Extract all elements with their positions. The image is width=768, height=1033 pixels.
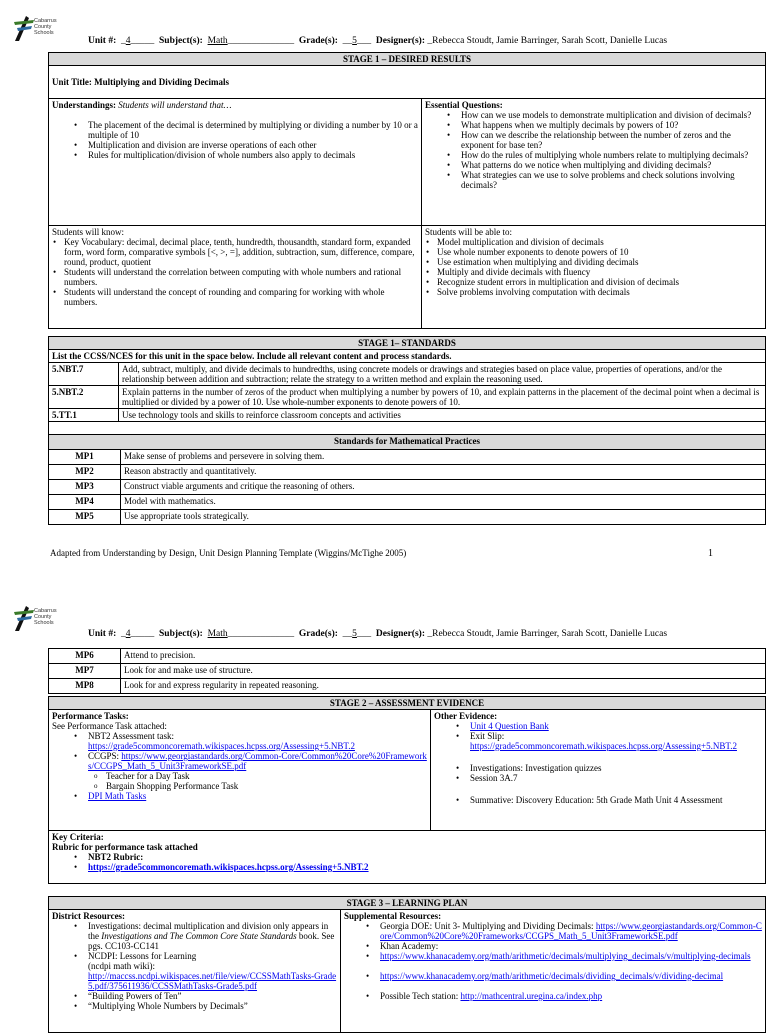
- district-logo: [12, 14, 72, 44]
- list-item: • What strategies can we use to solve problems and check solutions involving decimals?: [425, 170, 762, 190]
- able-list: [425, 237, 762, 297]
- list-item: • Model multiplication and division of decimals: [425, 237, 762, 247]
- logo-text-1: Cabarrus: [34, 18, 57, 24]
- stage1-title: STAGE 1 – DESIRED RESULTS: [49, 53, 766, 66]
- list-item: [52, 751, 427, 771]
- list-item: • How do the rules of multiplying whole numbers relate to multiplying decimals?: [425, 150, 762, 160]
- learning-plan-table: [48, 896, 766, 1033]
- list-item: [434, 763, 762, 773]
- investigations-book: Investigations and The Common Core State Standards: [101, 931, 297, 941]
- list-item: • Students will understand the correlation between computing with whole numbers and rational numbers.: [52, 267, 418, 287]
- grade-value: 5: [352, 629, 357, 639]
- designer-label: Designer(s):: [375, 629, 425, 639]
- key-criteria-label: Key Criteria:: [52, 832, 104, 842]
- unit-header: Unit #: _4_____ Subject(s): Math______________ Grade(s): __5___ Designer(s): _Rebecca Stoudt, Jamie Barringer, Sarah Scott, Danielle Lucas: [88, 36, 668, 46]
- subject-label: Subject(s):: [159, 36, 203, 46]
- essential-questions-label: Essential Questions:: [425, 100, 503, 110]
- list-item: [434, 731, 762, 751]
- assessment-table: [48, 696, 766, 884]
- nbt2-link[interactable]: https://grade5commoncoremath.wikispaces.hcpss.org/Assessing+5.NBT.2: [88, 741, 355, 751]
- rubric-link[interactable]: https://grade5commoncoremath.wikispaces.hcpss.org/Assessing+5.NBT.2: [88, 862, 369, 872]
- know-list: [52, 237, 418, 307]
- list-item: • “Building Powers of Ten”: [52, 991, 337, 1001]
- mp-code: MP2: [49, 465, 121, 480]
- standard-code: 5.NBT.2: [52, 387, 84, 397]
- mp-text: Look for and express regularity in repeated reasoning.: [121, 679, 766, 694]
- performance-tasks-label: Performance Tasks:: [52, 711, 129, 721]
- list-item: • Students will understand the concept of rounding and comparing for working with whole numbers.: [52, 287, 418, 307]
- performance-list: [52, 731, 427, 771]
- footer-text: Adapted from Understanding by Design, Unit Design Planning Template (Wiggins/McTighe 2005): [50, 548, 407, 558]
- nbt2-task-label: NBT2 Assessment task:: [88, 731, 175, 741]
- logo-text-2: County Schools: [34, 614, 54, 626]
- list-item: [52, 852, 762, 862]
- list-item: [344, 951, 762, 961]
- unit-header: Unit #: _4_____ Subject(s): Math______________ Grade(s): __5___ Designer(s): _Rebecca Stoudt, Jamie Barringer, Sarah Scott, Danielle Lucas: [88, 629, 668, 639]
- list-item: [52, 791, 427, 801]
- list-item: • “Multiplying Whole Numbers by Decimals”: [52, 1001, 337, 1011]
- mp-code: MP7: [49, 664, 121, 679]
- ncdpi-text: NCDPI: Lessons for Learning: [88, 951, 197, 961]
- unit-value: 4: [125, 36, 131, 46]
- mp-code: MP5: [49, 510, 121, 525]
- standard-code: 5.TT.1: [52, 410, 77, 420]
- list-item: • What patterns do we notice when multiplying and dividing decimals?: [425, 160, 762, 170]
- designer-label: Designer(s):: [375, 36, 425, 46]
- mp-code: MP6: [49, 649, 121, 664]
- list-item: • Recognize student errors in multiplication and division of decimals: [425, 277, 762, 287]
- standard-text: Use technology tools and skills to reinforce classroom concepts and activities: [119, 409, 766, 422]
- stage3-title: STAGE 3 – LEARNING PLAN: [49, 897, 766, 910]
- list-item: • What happens when we multiply decimals by powers of 10?: [425, 120, 762, 130]
- other-evidence-list: [434, 721, 762, 805]
- math-practices-table-cont: [48, 648, 766, 694]
- standards-instruction: List the CCSS/NCES for this unit in the space below. Include all relevant content and process standards.: [52, 351, 452, 361]
- mp-title: Standards for Mathematical Practices: [49, 435, 766, 450]
- list-item: [52, 862, 762, 872]
- list-item: [344, 971, 762, 981]
- able-label: Students will be able to:: [425, 227, 512, 237]
- unit-value: 4: [125, 629, 131, 639]
- designer-value: _Rebecca Stoudt, Jamie Barringer, Sarah Scott, Danielle Lucas: [427, 629, 668, 639]
- ncdpi-link[interactable]: http://maccss.ncdpi.wikispaces.net/file/view/CCSSMathTasks-Grade5.pdf/375611936/CCSSMathTasks-Grade5.pdf: [88, 971, 337, 991]
- mp-code: MP3: [49, 480, 121, 495]
- list-item: • Multiplication and division are inverse operations of each other: [52, 140, 418, 150]
- essential-questions-list: [425, 110, 762, 190]
- investigations-text: Investigations: Investigation quizzes: [470, 763, 602, 773]
- list-item: [52, 731, 427, 751]
- logo-text-1: Cabarrus: [34, 608, 57, 614]
- mp-text: Construct viable arguments and critique the reasoning of others.: [121, 480, 766, 495]
- district-logo: [12, 604, 72, 634]
- mp-text: Reason abstractly and quantitatively.: [121, 465, 766, 480]
- georgia-text: Georgia DOE: Unit 3- Multiplying and Dividing Decimals:: [380, 921, 596, 931]
- list-item: [434, 721, 762, 731]
- investigations-text-a: Investigations: decimal multiplication and division only appears in the: [88, 921, 329, 941]
- subject-value: Math: [207, 629, 228, 639]
- mp-text: Attend to precision.: [121, 649, 766, 664]
- tech-text: Possible Tech station:: [380, 991, 461, 1001]
- tech-link[interactable]: http://mathcentral.uregina.ca/index.php: [460, 991, 603, 1001]
- list-item: o Teacher for a Day Task: [52, 771, 427, 781]
- list-item: • Solve problems involving computation with decimals: [425, 287, 762, 297]
- logo-text-2: County Schools: [34, 24, 54, 36]
- subject-label: Subject(s):: [159, 629, 203, 639]
- unit-title: Unit Title: Multiplying and Dividing Decimals: [52, 77, 229, 87]
- list-item: • Summative: Discovery Education: 5th Grade Math Unit 4 Assessment: [434, 795, 762, 805]
- unit-label: Unit #:: [88, 36, 117, 46]
- math-practices-table: [48, 434, 766, 525]
- mp-text: Model with mathematics.: [121, 495, 766, 510]
- standard-text: Add, subtract, multiply, and divide decimals to hundredths, using concrete models or drawings and strategies based on place value, properties of operations, and/or the relationship between addition and subtraction; relate the strategy to a written method and explain the reasoning used.: [119, 363, 766, 386]
- list-item: • Use whole number exponents to denote powers of 10: [425, 247, 762, 257]
- list-item: • Key Vocabulary: decimal, decimal place, tenth, hundredth, thousandth, standard form, expanded form, word form, comparative symbols [<, >, =], addition, subtraction, sum, difference, compare, round, product, quotient: [52, 237, 418, 267]
- khan-link-2[interactable]: https://www.khanacademy.org/math/arithmetic/decimals/dividing_decimals/v/dividing-decimal: [380, 971, 724, 981]
- mp-code: MP4: [49, 495, 121, 510]
- khan-link-1[interactable]: https://www.khanacademy.org/math/arithmetic/decimals/multiplying_decimals/v/multiplying-decimals: [380, 951, 751, 961]
- mp-text: Make sense of problems and persevere in solving them.: [121, 450, 766, 465]
- dpi-list: [52, 791, 427, 801]
- list-item: • Session 3A.7: [434, 773, 762, 783]
- list-item: o Bargain Shopping Performance Task: [52, 781, 427, 791]
- logo-mark-icon: [12, 14, 36, 42]
- question-bank-link[interactable]: Unit 4 Question Bank: [470, 721, 549, 731]
- supplemental-list: [344, 921, 762, 1001]
- nbt2-rubric: NBT2 Rubric:: [88, 852, 144, 862]
- georgia-link[interactable]: https://www.georgiastandards.org/Common-Core/Common%20Core%20Frameworks/CCGPS_Math_5_Unit3FrameworkSE.pdf: [380, 921, 762, 941]
- ccgps-label: CCGPS:: [88, 751, 120, 761]
- investigations-text-c: book. See pgs. CC103-CC141: [88, 931, 335, 951]
- mp-code: MP8: [49, 679, 121, 694]
- page-number: 1: [708, 548, 713, 559]
- rubric-label: Rubric for performance task attached: [52, 842, 198, 852]
- mp-code: MP1: [49, 450, 121, 465]
- designer-value: _Rebecca Stoudt, Jamie Barringer, Sarah Scott, Danielle Lucas: [427, 36, 668, 46]
- list-item: [52, 921, 337, 951]
- subject-value: Math: [207, 36, 228, 46]
- list-item: • Rules for multiplication/division of whole numbers also apply to decimals: [52, 150, 418, 160]
- mp-text: Use appropriate tools strategically.: [121, 510, 766, 525]
- district-resources-list: [52, 921, 337, 1011]
- supplemental-resources-label: Supplemental Resources:: [344, 911, 442, 921]
- unit-label: Unit #:: [88, 629, 117, 639]
- rubric-list: [52, 852, 762, 872]
- standards-title: STAGE 1– STANDARDS: [49, 337, 766, 350]
- stage2-title: STAGE 2 – ASSESSMENT EVIDENCE: [49, 697, 766, 710]
- other-evidence-label: Other Evidence:: [434, 711, 498, 721]
- exit-slip-label: Exit Slip:: [470, 731, 505, 741]
- list-item: • How can we describe the relationship between the number of zeros and the exponent for base ten?: [425, 130, 762, 150]
- ccgps-link[interactable]: https://www.georgiastandards.org/Common-Core/Common%20Core%20Frameworks/CCGPS_Math_5_Unit3FrameworkSE.pdf: [88, 751, 427, 771]
- grade-label: Grade(s):: [298, 629, 338, 639]
- grade-value: 5: [352, 36, 357, 46]
- understandings-list: [52, 120, 418, 160]
- standards-table: [48, 336, 766, 435]
- know-label: Students will know:: [52, 227, 125, 237]
- logo-mark-icon: [12, 604, 36, 632]
- ncdpi-wiki: (ncdpi math wiki):: [88, 961, 155, 971]
- dpi-link[interactable]: DPI Math Tasks: [88, 791, 147, 801]
- mp-text: Look for and make use of structure.: [121, 664, 766, 679]
- understandings-intro: Students will understand that…: [118, 100, 232, 110]
- exit-slip-link[interactable]: https://grade5commoncoremath.wikispaces.hcpss.org/Assessing+5.NBT.2: [470, 741, 737, 751]
- standard-code: 5.NBT.7: [52, 364, 84, 374]
- list-item: [344, 921, 762, 941]
- desired-results-table: [48, 52, 766, 329]
- page-2: [0, 596, 768, 1024]
- performance-intro: See Performance Task attached:: [52, 721, 167, 731]
- list-item: • The placement of the decimal is determined by multiplying or dividing a number by 10 or a multiple of 10: [52, 120, 418, 140]
- list-item: • Use estimation when multiplying and dividing decimals: [425, 257, 762, 267]
- task-sublist: [52, 771, 427, 791]
- list-item: [344, 991, 762, 1001]
- list-item: [52, 951, 337, 991]
- standard-text: Explain patterns in the number of zeros of the product when multiplying a number by powers of 10, and explain patterns in the placement of the decimal point when a decimal is multiplied or divided by a power of 10. Use whole-number exponents to denote powers of 10.: [119, 386, 766, 409]
- list-item: • Multiply and divide decimals with fluency: [425, 267, 762, 277]
- understandings-label: Understandings:: [52, 100, 117, 110]
- district-resources-label: District Resources:: [52, 911, 126, 921]
- list-item: • How can we use models to demonstrate multiplication and division of decimals?: [425, 110, 762, 120]
- list-item: • Khan Academy:: [344, 941, 762, 951]
- grade-label: Grade(s):: [298, 36, 338, 46]
